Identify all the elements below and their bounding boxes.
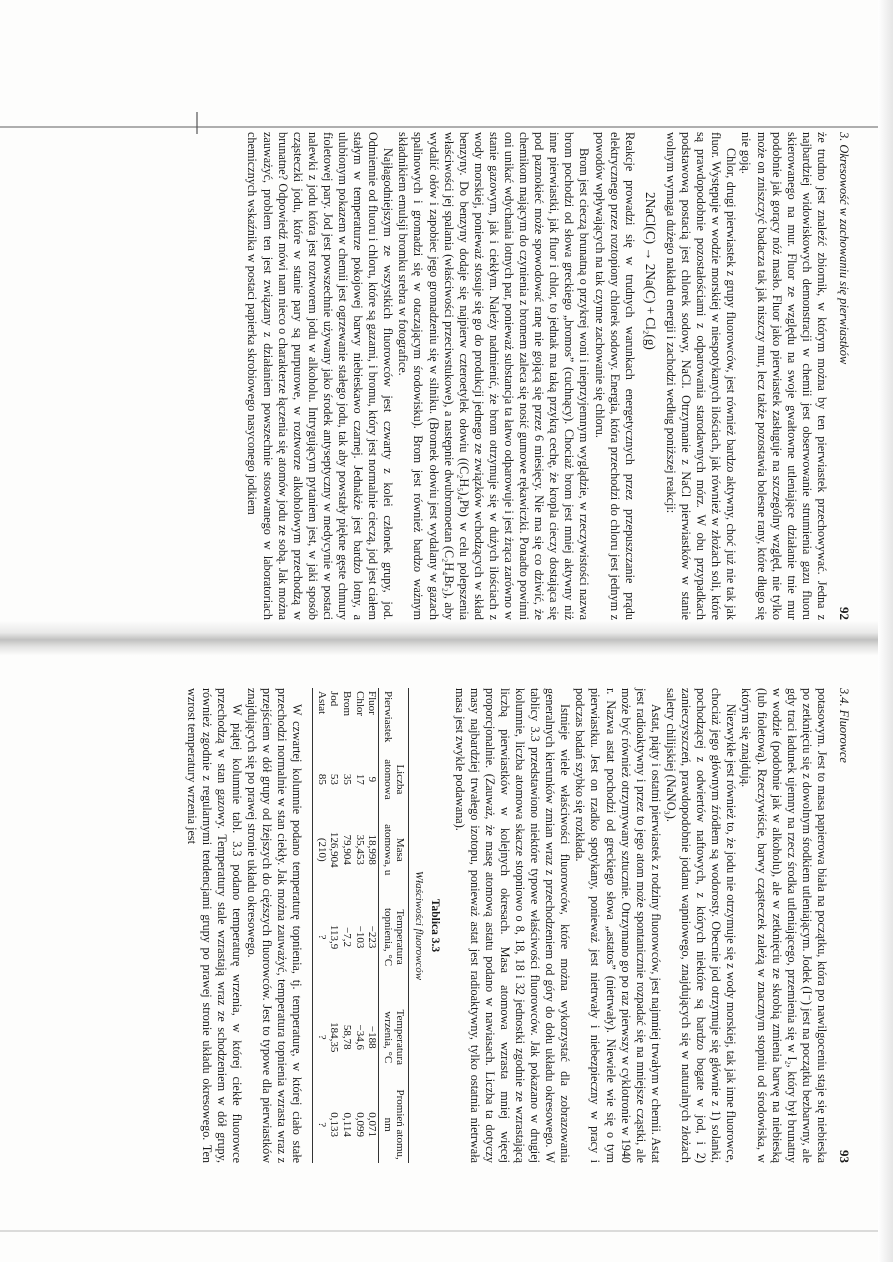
table-cell: 18,998 — [366, 834, 379, 865]
table-cell: Astat — [313, 688, 328, 745]
column-header: Promień atomu, nm — [379, 1086, 409, 1163]
paragraph: Najłagodniejszym ze wszystkich fluorowców jest czwarty z kolei członek grupy, jod. Odmiennie od fluoru i chloru, które są gazami, i bromu, który jest normalnie cieczą, jod jest ciałem stałym w temperaturze pokojowej barwy niebieskawo czarnej. Jednakże jest bardzo lotny, a ulubionym pokazem w chemii jest ogrzewanie stałego jodu, tak aby powstały piękne gęste chmury fioletowej pary. Jod jest powszechnie używany jako środek antyseptyczny w medycynie w postaci nalewki z jodu która jest roztworem jodu w alkoholu. Intrygującym pytaniem jest, w jaki sposób cząsteczki jodu, które w stanie pary są purpurowe, w roztworze alkoholowym przechodzą w brunatne? Odpowiedź mówi nam nieco o charakterze łączenia się atomów jodu ze sobą. Jak można zauważyć, problem ten jest związany z działaniem powszechnie stosowanego w laboratoriach chemicznych wskaźnika w postaci papierka skrobiowego nasyconego jodkiem — [245, 132, 396, 620]
column-header: Temperatura topnienia, °C — [379, 886, 409, 988]
table-caption — [411, 688, 441, 1163]
page-number: 93 — [837, 1150, 852, 1163]
column-header: Liczba atomowa — [379, 745, 409, 813]
table-cell: 79,904 — [341, 834, 353, 865]
table-cell: 113,9 — [328, 924, 341, 950]
paragraph: Reakcje prowadzi się w trudnych warunkach energetycznych przez przepuszczanie prądu elektrycznego przez roztopiony chlorek sodowy. Energia, która przechodzi do chloru jest jednym z powodów wpływających na tak czynne zachowanie się chloru. — [592, 132, 637, 620]
table-cell: −188 — [366, 1025, 379, 1049]
paragraph: W czwartej kolumnie podano temperaturę topnienia, tj. temperaturę, w której ciało stałe przechodzi normalnie w stan ciekły. Jak można zauważyć, temperatura topnienia wzrasta wraz z przejściem w dół grupy od lżejszych do cięższych fluorowców. Jest to typowe dla pierwiastków znajdujących się po prawej stronie układu okresowego. — [244, 688, 305, 1163]
table-cell: (210) — [313, 814, 328, 886]
book-spine-shadow — [0, 620, 893, 656]
table-row — [340, 688, 353, 1163]
table-cell: ? — [313, 988, 328, 1086]
table-cell: 0,099 — [353, 1112, 366, 1138]
section-title: 3.4. Fluorowce — [837, 688, 851, 763]
paragraph: Chlor, drugi pierwiastek z grupy fluorowców, jest również bardzo aktywny, choć już nie tak jak fluor. Występuje w wodzie morskiej w niespotykanych ilościach, jak również w złożach soli, które są prawdopodobnie pozostałościami z odparowania starodawnych mórz. W obu przypadkach podstawową postacią jest chlorek sodowy, NaCl. Otrzymanie z NaCl pierwiastków w stanie wolnym wymaga dużego nakładu energii i zachodzi według poniższej reakcji: — [663, 132, 739, 620]
column-header: Temperatura wrzenia, °C — [379, 988, 409, 1086]
table-row — [328, 688, 341, 1163]
paragraph: Istnieje wiele właściwości fluorowców, które można wykorzystać dla zobrazowania generalnych kierunków zmian wraz z przechodzeniem od góry do dołu układu okresowego. W tablicy 3.3 przedstawiono niektóre typowe właściwości fluorowców. Jak pokazano w drugiej kolumnie, liczba atomowa skacze stopniowo o 8, 18, 18 i 32 jednostki zgodnie ze wzrastającą liczbą pierwiastków w kolejnych okresach. Masa atomowa wzrasta mniej więcej proporcjonalnie. (Zauważ, że masę atomową astatu podano w nawiasach. Liczba ta dotyczy masy najbardziej trwałego izotopu, ponieważ astat jest radioaktywny, tylko ostatnia nietrwała masa jest zwykle podawana). — [452, 688, 573, 1163]
table-cell: −103 — [353, 925, 366, 949]
table-cell: 126,904 — [328, 831, 341, 868]
table-cell: 35,453 — [353, 834, 366, 865]
paragraph: Brom jest cieczą brunatną o przykrej woni i nieprzyjemnym wyglądzie, w rzeczywistości nazwa brom pochodzi od słowa greckiego „bromos” (cuchnący). Chociaż brom jest mniej aktywny niż inne pierwiastki, jak fluor i chlor, to jednak ma taką przykrą cechę, że kropla cieczy dostająca się pod paznokieć może spowodować ranę nie gojącą się przez 6 miesięcy. Nie ma się co dziwić, że chemikom mającym do czynienia z bromem zaleca się nosić gumowe rękawiczki. Ponadto powinni oni unikać wdychania lotnych par, ponieważ substancja ta łatwo odparowuje i jest żrąca zarówno w stanie gazowym, jak i ciekłym. Należy nadmienić, że brom otrzymuje się w dużych ilościach z wody morskiej, ponieważ stosuje się go do produkcji jednego ze związków wchodzących w skład benzyny. Do benzyny dodaje się najpierw czteroetylek ołowiu ((C₂H₅)₄Pb) w celu polepszenia właściwości jej spalania (właściwości przeciwstukowe), a następnie dwubromoetan (C₂H₄Br₂), aby wydalić ołów i zapobiec jego gromadzeniu się w silniku. (Bromek ołowiu jest wydalany w gazach spalinowych i gromadzi się w otaczającym środowisku). Brom jest również bardzo ważnym składnikiem emulsji bromku srebra w fotografice. — [396, 132, 592, 620]
table-cell: Brom — [341, 691, 353, 717]
table-cell: 17 — [353, 773, 366, 785]
table-header-row — [379, 688, 409, 1163]
table-cell: Chlor — [353, 691, 366, 717]
table-cell: −223 — [366, 925, 379, 949]
table-cell: 0,133 — [328, 1112, 341, 1138]
scan-edge-line — [0, 126, 893, 128]
column-header: Masa atomowa, u — [379, 814, 409, 886]
table-cell: −7,2 — [341, 927, 353, 948]
paragraph: że trudno jest znaleźć zbiornik, w którym można by ten pierwiastek przechowywać. Jedna z najbardziej widowiskowych demonstracji w chemii jest obserwowanie strumienia gazu fluoru skierowanego na mur. Fluor ze względu na swoje gwałtowne utleniające działanie tnie mur podobnie jak gorący nóż masło. Fluor jako pierwiastek zasługuje na szczególny względ, nie tylko może on zniszczyć badacza tak jak niszczy mur, lecz także pozostawia bolesne rany, które długo się nie goją. — [739, 132, 829, 620]
chemical-equation: 2NaCl(C) → 2Na(C) + Cl₂(g) — [642, 192, 658, 350]
table-cell: 0,071 — [366, 1112, 379, 1138]
paragraph: W piątej kolumnie tabl. 3.3 podano temperaturę wrzenia, w której ciekłe fluorowce przechodzą w stan gazowy. Temperatury stale wzrastają wraz ze schodzeniem w dół grupy, również zgodnie z regularnymi tendencjami grupy po prawej stronie układu okresowego. Ten wzrost temperatury wrzenia jest — [184, 688, 244, 1163]
column-header: Pierwiastek — [379, 688, 409, 745]
table-cell: Fluor — [366, 691, 379, 715]
table-subtitle: Właściwości fluorowców — [413, 870, 426, 981]
paragraph: Astat, piąty i ostatni pierwiastek z rodziny fluorowców, jest najmniej trwałym w chemii. Astat jest radioaktywny i przez to jego atom może spontanicznie rozpadać się na mniejsze cząstki, ale może być również otrzymywany sztucznie. Otrzymano go po raz pierwszy w cyklotronie w 1940 r. Nazwa astat pochodzi od greckiego słowa „astatos” (nietrwały). Niewiele wie się o tym pierwiastku. Jest on rzadko spotykany, ponieważ jest nietrwały i niebezpieczny w pracy i podczas badań szybko się rozkłada. — [573, 688, 663, 1163]
paragraph: potasowym. Jest to masa papierowa biała na początku, która po nawilgoceniu staje się niebieska po zetknięciu się z dowolnym środkiem utleniającym. Jodek (I⁻) jest na początku bezbarwny, ale gdy traci ładunek ujemny na rzecz środka utleniającego, przemienia się w I₂, który był brunatny w wodzie (podobnie jak w alkoholu), ale w zetknięciu ze skrobią zmienia barwę na niebieską (lub fioletową). Rzeczywiście, barwy cząsteczek zależą w znacznym stopniu od środowiska, w którym się znajdują. — [739, 688, 829, 1163]
page-93 — [132, 688, 852, 1163]
paragraph: Niezwykłe jest również to, że jodu nie otrzymuje się z wody morskiej, tak jak inne fluorowce, chociaż jego głównym źródłem są wodorosty. Obecnie jod otrzymuje się głównie z 1) solanki, pochodzącej z odwiertów naftowych, z których niektóre są bardzo bogate w jod, i 2) zanieczyszczeń, prawdopodobnie jodanu wapniowego, znajdujących się w naturalnych złożach saletry chilijskiej (NaNO₃). — [663, 688, 739, 1163]
table-cell: 35 — [341, 773, 353, 785]
table-cell: ? — [313, 1086, 328, 1163]
table-cell: 85 — [313, 745, 328, 813]
running-head — [836, 132, 852, 620]
table-cell: ? — [313, 886, 328, 988]
table-cell: 184,35 — [328, 1022, 341, 1053]
running-head — [836, 688, 852, 1163]
page-92 — [132, 132, 852, 620]
halogen-properties-table — [312, 688, 409, 1163]
table-row — [366, 688, 379, 1163]
table-row — [313, 688, 328, 1163]
table-row — [353, 688, 366, 1163]
table-cell: 9 — [366, 776, 379, 783]
pen-mark — [196, 112, 198, 134]
table-cell: 0,114 — [341, 1112, 353, 1137]
scan-right-edge — [878, 0, 893, 1262]
scan-bottom-edge-line — [0, 1230, 893, 1232]
table-cell: 58,78 — [341, 1024, 353, 1050]
chapter-title: 3. Okresowość w zachowaniu się pierwiastków — [837, 132, 851, 365]
table-cell: Jod — [328, 691, 341, 707]
page-number: 92 — [837, 607, 852, 620]
table-title: Tablica 3.3 — [428, 898, 441, 953]
table-cell: 53 — [328, 773, 341, 785]
table-cell: −34,6 — [353, 1024, 366, 1050]
